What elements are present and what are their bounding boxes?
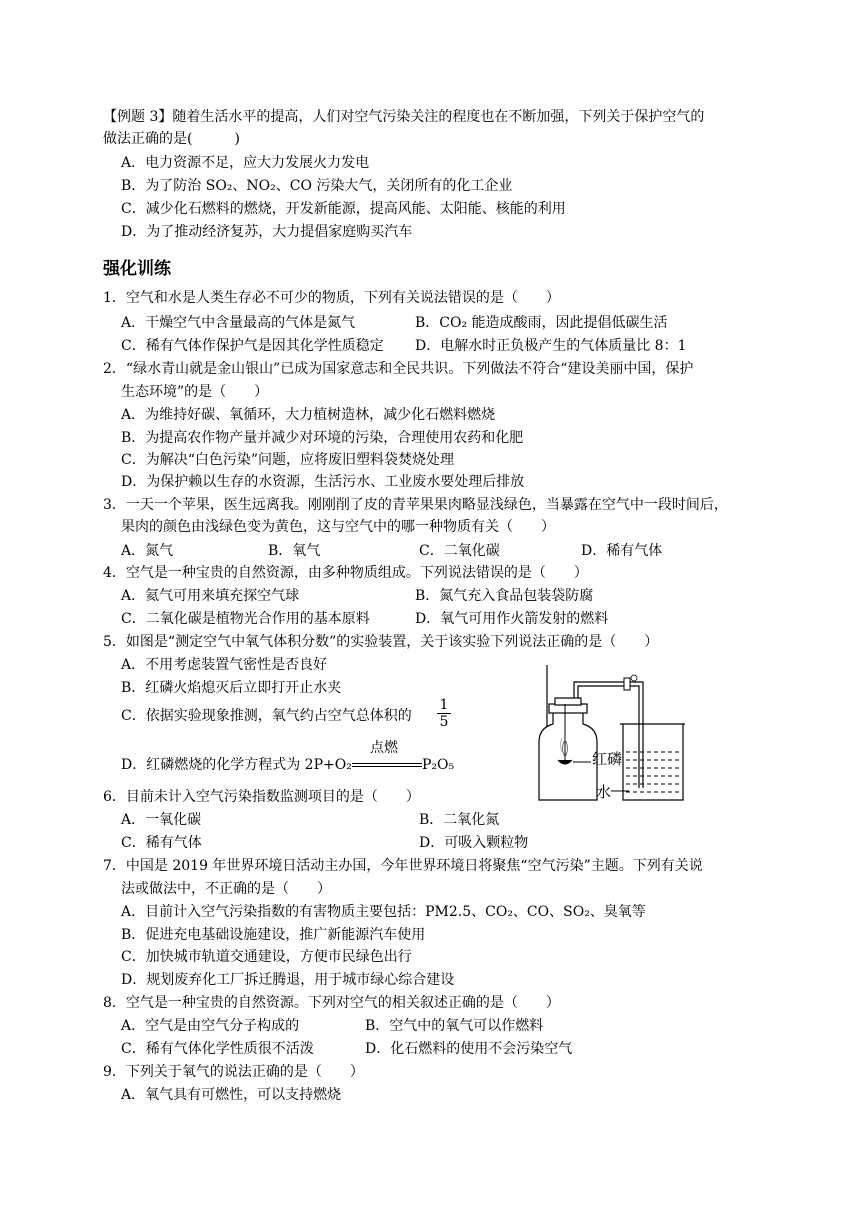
fraction-denominator: 5 <box>437 713 451 730</box>
q8-option-a: A．空气是由空气分子构成的 <box>121 1018 300 1034</box>
q5-fraction <box>437 697 451 730</box>
q1-option-d: D．电解水时正负极产生的气体质量比 8：1 <box>415 338 687 354</box>
q6-option-b: B．二氧化氮 <box>419 812 500 828</box>
q4-option-a: A．氦气可用来填充探空气球 <box>121 588 300 604</box>
q4-stem: 4．空气是一种宝贵的自然资源，由多种物质组成。下列说法错误的是（ ） <box>103 565 588 581</box>
q7-option-d: D．规划废弃化工厂拆迁腾退，用于城市绿心综合建设 <box>121 972 455 988</box>
q4-option-c: C．二氧化碳是植物光合作用的基本原料 <box>121 611 370 627</box>
reaction-equals-sign <box>352 763 422 767</box>
q6-option-d: D．可吸入颗粒物 <box>419 835 529 851</box>
q7-option-a: A．目前计入空气污染指数的有害物质主要包括：PM2.5、CO₂、CO、SO₂、臭氧等 <box>121 904 646 920</box>
q5-option-a: A．不用考虑装置气密性是否良好 <box>121 657 328 673</box>
example-option-b: B．为了防治 SO₂、NO₂、CO 污染大气，关闭所有的化工企业 <box>121 178 513 194</box>
q2-option-a: A．为维持好碳、氧循环，大力植树造林，减少化石燃料燃烧 <box>121 407 496 423</box>
q3-option-b: B．氧气 <box>268 543 321 559</box>
q6-option-a: A．一氧化碳 <box>121 812 202 828</box>
example-stem-line1: 【例题 3】随着生活水平的提高，人们对空气污染关注的程度也在不断加强，下列关于保护空气的 <box>103 109 705 125</box>
q1-option-c: C．稀有气体作保护气是因其化学性质稳定 <box>121 338 384 354</box>
fig-label-phosphorus: 红磷 <box>592 750 623 768</box>
q2-stem-line2: 生态环境”的是（ ） <box>121 384 269 400</box>
example-option-c: C．减少化石燃料的燃烧，开发新能源，提高风能、太阳能、核能的利用 <box>121 201 566 217</box>
q2-option-c: C．为解决“白色污染”问题，应将废旧塑料袋焚烧处理 <box>121 452 455 468</box>
reaction-condition: 点燃 <box>370 740 398 756</box>
q9-stem: 9．下列关于氧气的说法正确的是（ ） <box>103 1064 364 1080</box>
q3-option-c: C．二氧化碳 <box>419 543 500 559</box>
q2-option-d: D．为保护赖以生存的水资源，生活污水、工业废水要处理后排放 <box>121 474 525 490</box>
apparatus-figure <box>525 660 725 810</box>
q1-stem: 1．空气和水是人类生存必不可少的物质，下列有关说法错误的是（ ） <box>103 290 560 306</box>
q4-option-d: D．氧气可用作火箭发射的燃料 <box>415 611 609 627</box>
q5-option-c: C．依据实验现象推测，氧气约占空气总体积的 <box>121 708 412 724</box>
section-title: 强化训练 <box>103 259 171 279</box>
q7-option-b: B．促进充电基础设施建设，推广新能源汽车使用 <box>121 927 426 943</box>
q7-stem-line2: 法或做法中，不正确的是（ ） <box>121 881 331 897</box>
q3-stem-line2: 果肉的颜色由浅绿色变为黄色，这与空气中的哪一种物质有关（ ） <box>121 519 555 535</box>
q8-option-c: C．稀有气体化学性质很不活泼 <box>121 1041 314 1057</box>
example-option-d: D．为了推动经济复苏，大力提倡家庭购买汽车 <box>121 224 413 240</box>
q4-option-b: B．氮气充入食品包装袋防腐 <box>415 588 594 604</box>
q3-option-a: A．氮气 <box>121 543 174 559</box>
q6-option-c: C．稀有气体 <box>121 835 202 851</box>
q6-stem: 6．目前未计入空气污染指数监测项目的是（ ） <box>103 789 420 805</box>
q8-option-d: D．化石燃料的使用不会污染空气 <box>365 1041 573 1057</box>
q5-option-b: B．红磷火焰熄灭后立即打开止水夹 <box>121 680 342 696</box>
q9-option-a: A．氧气具有可燃性，可以支持燃烧 <box>121 1087 342 1103</box>
q2-stem-line1: 2．“绿水青山就是金山银山”已成为国家意志和全民共识。下列做法不符合“建设美丽中国，保护 <box>103 361 694 377</box>
q3-stem-line1: 3．一天一个苹果，医生远离我。刚刚削了皮的青苹果果肉略显浅绿色，当暴露在空气中一段时间后， <box>103 497 728 513</box>
q2-option-b: B．为提高农作物产量并减少对环境的污染，合理使用农药和化肥 <box>121 430 524 446</box>
q8-stem: 8．空气是一种宝贵的自然资源。下列对空气的相关叙述正确的是（ ） <box>103 995 560 1011</box>
q5-stem: 5．如图是“测定空气中氧气体积分数”的实验装置，关于该实验下列说法正确的是（ ） <box>103 634 659 650</box>
example-option-a: A．电力资源不足，应大力发展火力发电 <box>121 155 370 171</box>
q1-option-b: B．CO₂ 能造成酸雨，因此提倡低碳生活 <box>415 315 668 331</box>
fraction-numerator: 1 <box>439 697 449 713</box>
q7-stem-line1: 7．中国是 2019 年世界环境日活动主办国，今年世界环境日将聚焦“空气污染”主题。下列有关说 <box>103 858 703 874</box>
example-stem-line2: 做法正确的是( ) <box>103 131 240 147</box>
q7-option-c: C．加快城市轨道交通建设，方便市民绿色出行 <box>121 949 412 965</box>
q5-product: P₂O₅ <box>422 757 455 773</box>
q5-option-d: D．红磷燃烧的化学方程式为 2P+O₂ <box>121 757 352 773</box>
q8-option-b: B．空气中的氧气可以作燃料 <box>365 1018 544 1034</box>
fig-label-water: 水 <box>596 783 612 801</box>
q3-option-d: D．稀有气体 <box>581 543 663 559</box>
q1-option-a: A．干燥空气中含量最高的气体是氮气 <box>121 315 356 331</box>
